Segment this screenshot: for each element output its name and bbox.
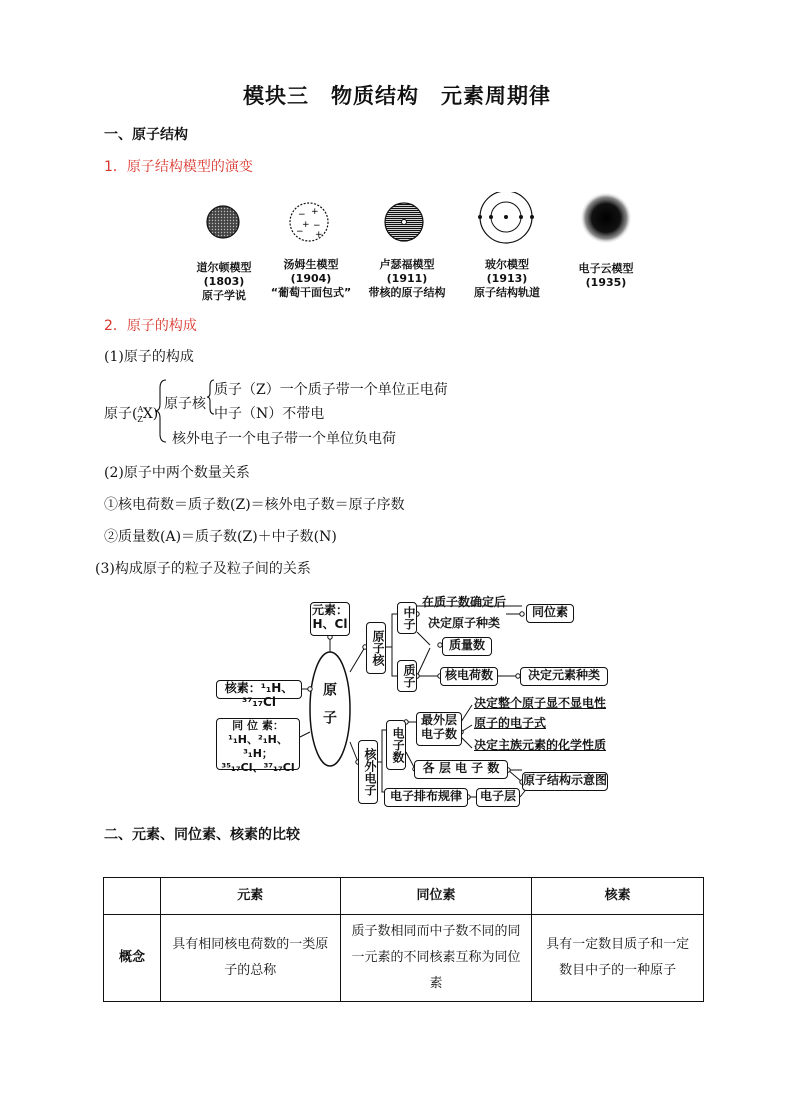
electron-shell-box: 电子层 bbox=[476, 788, 520, 807]
nuclear-charge-box: 核电荷数 bbox=[440, 667, 498, 686]
nuclide-box: 核素：¹₁H、³⁷₁₇Cl bbox=[216, 680, 302, 699]
atom-text: 原子( bbox=[104, 406, 138, 422]
row-label-concept: 概念 bbox=[104, 915, 161, 1002]
orbit-icon bbox=[478, 192, 534, 243]
model-caption-thomson bbox=[266, 258, 356, 300]
paragraph-title-1: (1)原子的构成 bbox=[104, 349, 194, 365]
shell-electrons-box: 各 层 电 子 数 bbox=[414, 760, 508, 779]
model-name: 卢瑟福模型 bbox=[379, 258, 435, 271]
neutral-label: 决定整个原子显不显电性 bbox=[474, 696, 607, 710]
header-cell-element: 元素 bbox=[160, 878, 340, 915]
neutron-box: 中子 bbox=[397, 602, 417, 634]
neutron-line: 中子（N）不带电 bbox=[214, 406, 325, 422]
atom-label bbox=[104, 403, 158, 423]
model-desc: “葡萄干面包式” bbox=[270, 286, 352, 299]
plum-pudding-icon bbox=[290, 203, 328, 241]
table-row bbox=[104, 915, 704, 1002]
main-group-props-label: 决定主族元素的化学性质 bbox=[474, 738, 607, 752]
nucleus-sphere-icon bbox=[385, 203, 423, 241]
proton-line: 质子（Z）一个质子带一个单位正电荷 bbox=[214, 382, 448, 398]
model-caption-rutherford bbox=[362, 258, 452, 300]
paragraph-title-2: (2)原子中两个数量关系 bbox=[104, 465, 250, 481]
electron-formula-label: 原子的电子式 bbox=[474, 716, 547, 730]
electron-line: 核外电子一个电子带一个单位负电荷 bbox=[172, 431, 396, 447]
comparison-table bbox=[103, 877, 704, 1002]
cell-element-concept: 具有相同核电荷数的一类原子的总称 bbox=[160, 915, 340, 1002]
svg-text:−: − bbox=[298, 210, 306, 220]
svg-text:−: − bbox=[296, 227, 304, 237]
svg-text:+: + bbox=[302, 220, 310, 230]
header-cell-isotope: 同位素 bbox=[340, 878, 532, 915]
model-desc: 原子学说 bbox=[202, 289, 246, 302]
page-title: 模块三 物质结构 元素周期律 bbox=[243, 84, 551, 108]
svg-text:+: + bbox=[315, 230, 323, 240]
header-cell-nuclide: 核素 bbox=[532, 878, 704, 915]
model-caption-dalton bbox=[188, 261, 260, 303]
after-proton-fixed-label: 在质子数确定后 bbox=[422, 595, 507, 609]
header-cell-empty bbox=[104, 878, 161, 915]
solid-sphere-icon bbox=[207, 206, 239, 238]
isotope-box: 同位素 bbox=[526, 604, 574, 623]
model-desc: 原子结构轨道 bbox=[474, 286, 540, 299]
particle-relationship-diagram bbox=[210, 592, 630, 812]
outer-electrons-box: 最外层 电子数 bbox=[416, 712, 462, 746]
atom-composition-tree bbox=[104, 376, 504, 446]
decide-atom-type-label: 决定原子种类 bbox=[428, 616, 501, 630]
isotope-definition-box: 同 位 素： ¹₁H、²₁H、³₁H； ³⁵₁₇Cl、³⁷₁₇Cl bbox=[216, 718, 300, 770]
atom-symbol-text: X) bbox=[142, 406, 159, 422]
nucleus-label: 原子核 bbox=[164, 396, 206, 412]
cell-nuclide-concept: 具有一定数目质子和一定数目中子的一种原子 bbox=[532, 915, 704, 1002]
model-year: (1935) bbox=[585, 276, 627, 289]
model-caption-bohr bbox=[462, 258, 552, 300]
relation-1: ①核电荷数＝质子数(Z)＝核外电子数＝原子序数 bbox=[104, 497, 405, 513]
model-year: (1904) bbox=[290, 272, 332, 285]
relation-2: ②质量数(A)＝质子数(Z)＋中子数(N) bbox=[104, 529, 337, 545]
model-name: 玻尔模型 bbox=[485, 258, 529, 271]
mass-superscript: A bbox=[137, 405, 144, 414]
element-box: 元素： H、Cl bbox=[310, 602, 350, 636]
svg-text:−: − bbox=[313, 221, 321, 231]
svg-text:+: + bbox=[311, 207, 319, 217]
model-name: 汤姆生模型 bbox=[283, 258, 339, 271]
atom-center-label: 原子 bbox=[321, 682, 337, 738]
model-year: (1803) bbox=[203, 275, 245, 288]
table-header-row bbox=[104, 878, 704, 915]
structure-diagram-box: 原子结构示意图 bbox=[522, 772, 608, 791]
model-year: (1913) bbox=[486, 272, 528, 285]
subheading-atom-composition: 2．原子的构成 bbox=[104, 318, 197, 334]
z-subscript: Z bbox=[137, 415, 143, 424]
cell-isotope-concept: 质子数相同而中子数不同的同一元素的不同核素互称为同位素 bbox=[340, 915, 532, 1002]
mass-number-box: 质量数 bbox=[442, 637, 492, 656]
proton-box: 质子 bbox=[397, 660, 417, 692]
atomic-models-figure bbox=[190, 192, 650, 304]
extranuclear-electron-box: 核外电子 bbox=[358, 740, 378, 804]
arrangement-rule-box: 电子排布规律 bbox=[384, 788, 468, 807]
model-caption-electron-cloud bbox=[566, 262, 646, 290]
decide-element-type-box: 决定元素种类 bbox=[520, 667, 608, 686]
model-name: 电子云模型 bbox=[578, 262, 634, 275]
paragraph-title-3: (3)构成原子的粒子及粒子间的关系 bbox=[95, 561, 311, 577]
model-name: 道尔顿模型 bbox=[196, 261, 252, 274]
section-heading-atomic-structure: 一、原子结构 bbox=[104, 127, 188, 143]
electron-count-box: 电子数 bbox=[386, 720, 406, 770]
nucleus-box: 原子核 bbox=[366, 622, 386, 674]
subheading-model-evolution: 1．原子结构模型的演变 bbox=[104, 159, 253, 175]
electron-cloud-icon bbox=[580, 192, 632, 244]
section-heading-comparison: 二、元素、同位素、核素的比较 bbox=[104, 827, 300, 843]
model-desc: 带核的原子结构 bbox=[368, 286, 446, 299]
model-year: (1911) bbox=[386, 272, 428, 285]
